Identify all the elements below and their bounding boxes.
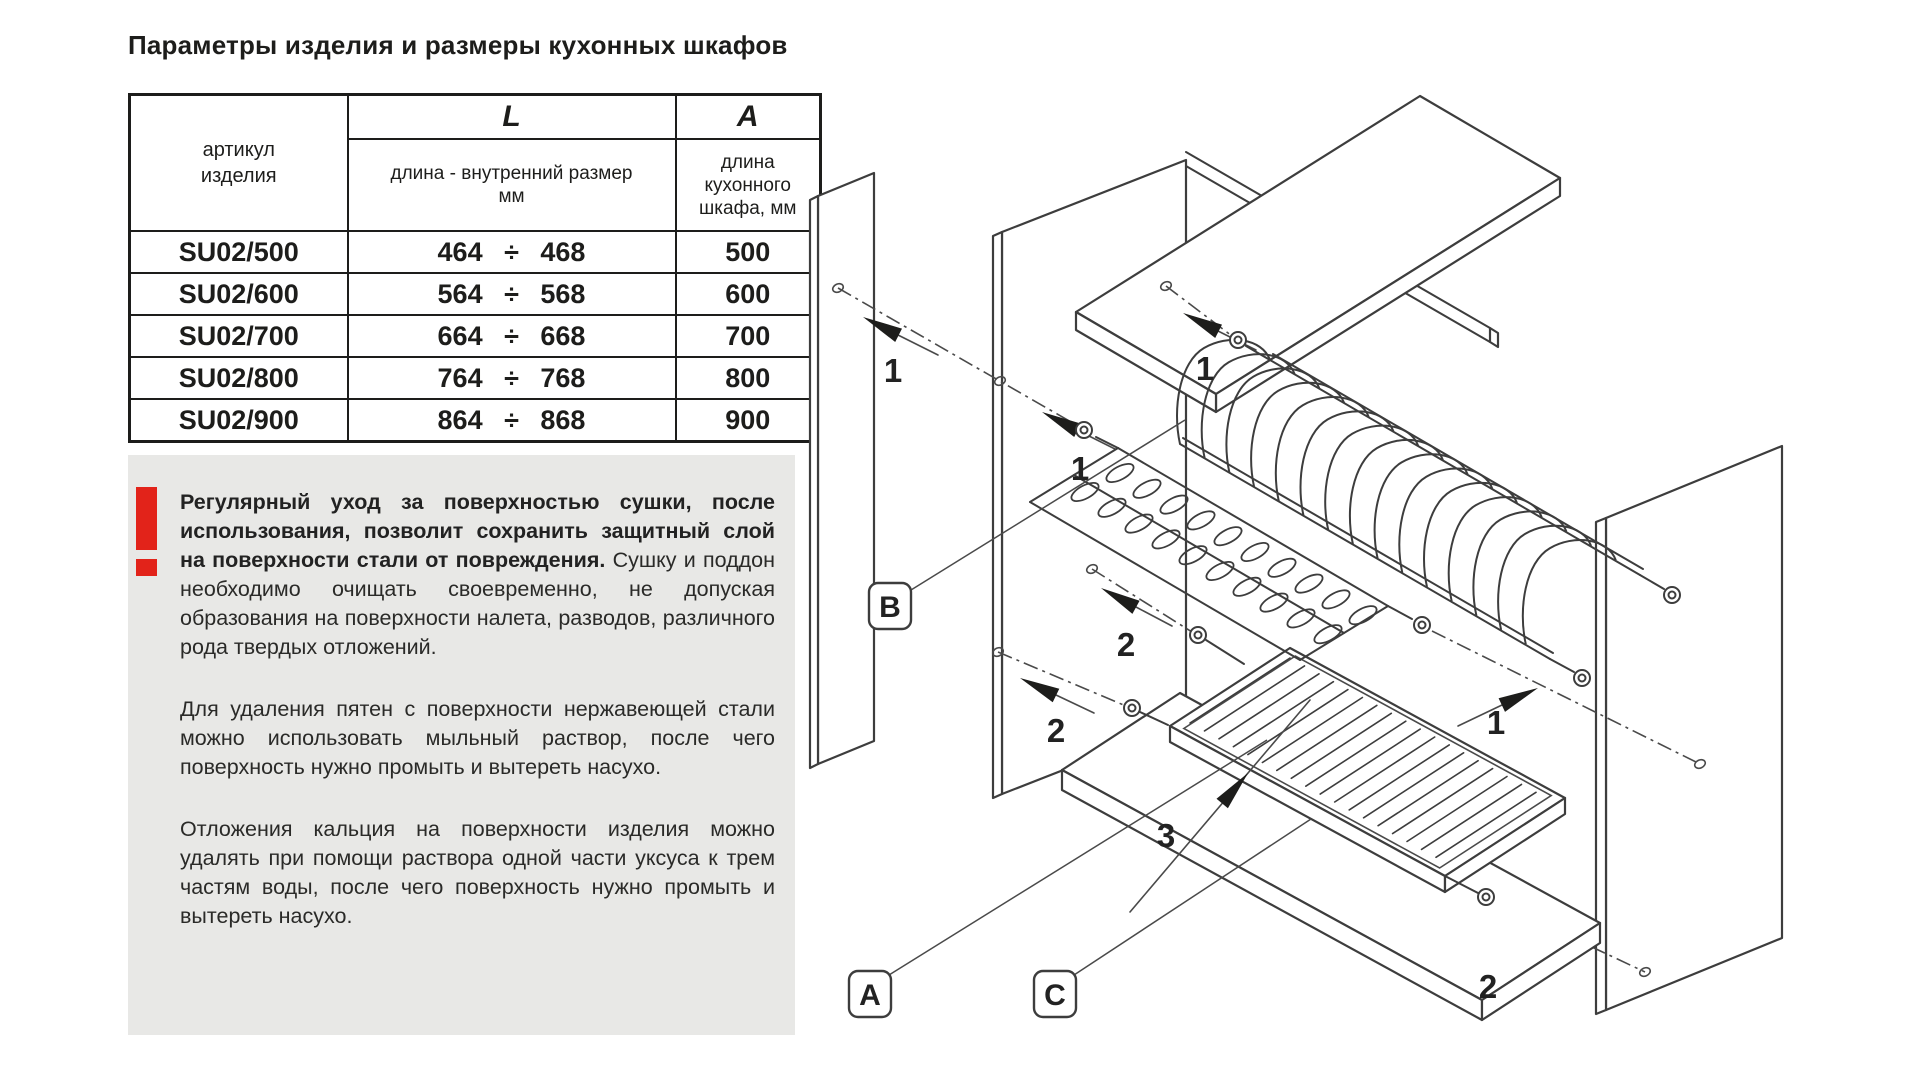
exploded-view-drawing — [700, 60, 1922, 1080]
table-header-article — [130, 95, 348, 232]
exclamation-icon — [136, 487, 157, 550]
warning-paragraph-3: Отложения кальция на поверхности изделия можно удалять при помощи раствора одной части уксуса к трем частям воды, после чего поверхность нужно промыть и вытереть насухо. — [180, 817, 775, 928]
care-warning-box — [128, 455, 795, 1035]
cell-a: 800 — [676, 357, 821, 399]
article-header-line2: изделия — [200, 165, 277, 187]
cabinet-exploded-diagram — [700, 60, 1922, 1080]
callout-number-3: 3 — [1156, 817, 1176, 854]
page-title: Параметры изделия и размеры кухонных шкафов — [128, 30, 788, 60]
article-header-line1: артикул — [202, 139, 275, 161]
table-header-L: L — [348, 95, 676, 140]
part-letter-a: A — [859, 979, 881, 1012]
warning-p1-rest: Сушку и поддон необходимо очищать своевременно, не допуская образования на поверхности налета, разводов, различного рода твердых отложений. — [180, 548, 775, 659]
cell-l: 864 ÷ 868 — [348, 399, 676, 442]
cell-article: SU02/600 — [130, 273, 348, 315]
l-sub-line1: длина - внутренний размер — [390, 163, 633, 184]
callout-number-1: 1 — [1070, 450, 1090, 487]
table-subheader-L — [348, 139, 676, 231]
cell-article: SU02/900 — [130, 399, 348, 442]
callout-number-2: 2 — [1478, 968, 1498, 1005]
warning-paragraph-1 — [180, 488, 775, 662]
cell-a: 700 — [676, 315, 821, 357]
cell-a: 500 — [676, 231, 821, 273]
cell-article: SU02/700 — [130, 315, 348, 357]
callout-number-2: 2 — [1046, 712, 1066, 749]
cell-l: 764 ÷ 768 — [348, 357, 676, 399]
l-sub-line2: мм — [498, 186, 525, 207]
cell-l: 664 ÷ 668 — [348, 315, 676, 357]
exclamation-icon-dot — [136, 559, 157, 576]
warning-bold-lead: Регулярный уход за поверхностью сушки, после использования, позволит сохранить защитный слой на поверхности стали от повреждения. — [180, 490, 775, 572]
warning-paragraph-2: Для удаления пятен с поверхности нержавеющей стали можно использовать мыльный раствор, после чего поверхность нужно промыть и вытереть насухо. — [180, 697, 775, 779]
cell-article: SU02/800 — [130, 357, 348, 399]
cell-l: 464 ÷ 468 — [348, 231, 676, 273]
callout-number-1: 1 — [1486, 704, 1506, 741]
plate-rack-loops — [1177, 340, 1616, 644]
table-header-A: A — [676, 95, 821, 140]
callout-number-1: 1 — [1195, 350, 1215, 387]
cell-l: 564 ÷ 568 — [348, 273, 676, 315]
cell-a: 600 — [676, 273, 821, 315]
cabinet-left-door-panel — [810, 173, 874, 768]
callout-number-2: 2 — [1116, 626, 1136, 663]
a-sub-line2: кухонного — [704, 174, 791, 196]
cell-a: 900 — [676, 399, 821, 442]
part-letter-b: B — [879, 591, 901, 624]
cell-article: SU02/500 — [130, 231, 348, 273]
part-letter-c: C — [1044, 979, 1066, 1012]
callout-number-1: 1 — [883, 352, 903, 389]
cabinet-right-side-panel — [1596, 446, 1782, 1014]
a-sub-line1: длина — [720, 151, 775, 173]
a-sub-line3: шкафа, мм — [699, 197, 797, 219]
